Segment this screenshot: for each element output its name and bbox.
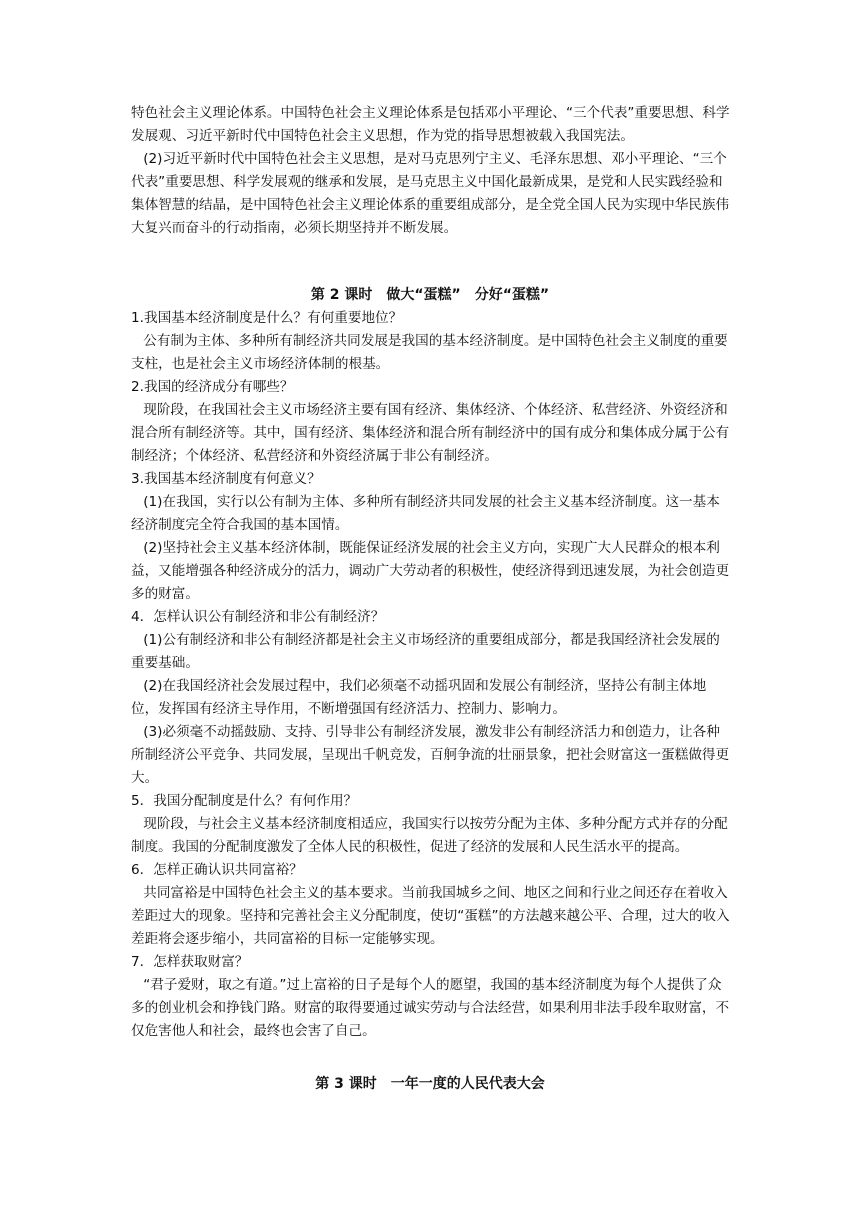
answer-3-2: (2)坚持社会主义基本经济体制，既能保证经济发展的社会主义方向，实现广大人民群众的根本利益，又能增强各种经济成分的活力，调动广大劳动者的积极性，使经济得到迅速发展，为社会创造更多的财富。 [131, 540, 730, 602]
question-2: 2.我国的经济成分有哪些？ [131, 379, 294, 395]
question-7: 7．怎样获取财富？ [131, 954, 249, 970]
answer-4-3: (3)必须毫不动摇鼓励、支持、引导非公有制经济发展，激发非公有制经济活力和创造力，让各种所制经济公平竞争、共同发展，呈现出千帆竞发，百舸争流的壮丽景象，把社会财富这一蛋糕做得更大。 [131, 724, 730, 786]
answer-1: 公有制为主体、多种所有制经济共同发展是我国的基本经济制度。是中国特色社会主义制度的重要支柱，也是社会主义市场经济体制的根基。 [131, 333, 728, 372]
top-section [131, 102, 731, 240]
lesson-2-title: 第 2 课时 做大“蛋糕” 分好“蛋糕” [310, 287, 550, 303]
answer-4-1: (1)公有制经济和非公有制经济都是社会主义市场经济的重要组成部分，都是我国经济社会发展的重要基础。 [131, 632, 720, 671]
answer-5: 现阶段，与社会主义基本经济制度相适应，我国实行以按劳分配为主体、多种分配方式并存的分配制度。我国的分配制度激发了全体人民的积极性，促进了经济的发展和人民生活水平的提高。 [131, 816, 728, 855]
answer-2: 现阶段，在我国社会主义市场经济主要有国有经济、集体经济、个体经济、私营经济、外资经济和混合所有制经济等。其中，国有经济、集体经济和混合所有制经济中的国有成分和集体成分属于公有制经济；个体经济、私营经济和外资经济属于非公有制经济。 [131, 402, 730, 464]
paragraph: 特色社会主义理论体系。中国特色社会主义理论体系是包括邓小平理论、“三个代表”重要思想、科学发展观、习近平新时代中国特色社会主义思想，作为党的指导思想被载入我国宪法。 [131, 105, 730, 144]
paragraph: (2)习近平新时代中国特色社会主义思想，是对马克思列宁主义、毛泽东思想、邓小平理论、“三个代表”重要思想、科学发展观的继承和发展，是马克思主义中国化最新成果，是党和人民实践经验和集体智慧的结晶，是中国特色社会主义理论体系的重要组成部分，是全党全国人民为实现中华民族伟大复兴而奋斗的行动指南，必须长期坚持并不断发展。 [131, 151, 730, 236]
lesson-3-title: 第 3 课时 一年一度的人民代表大会 [315, 1076, 545, 1092]
question-5: 5．我国分配制度是什么？有何作用？ [131, 793, 358, 809]
question-4: 4．怎样认识公有制经济和非公有制经济？ [131, 609, 385, 625]
answer-7: “君子爱财，取之有道。”过上富裕的日子是每个人的愿望，我国的基本经济制度为每个人提供了众多的创业机会和挣钱门路。财富的取得要通过诚实劳动与合法经营，如果利用非法手段牟取财富，不仅危害他人和社会，最终也会害了自己。 [131, 977, 730, 1039]
question-1: 1.我国基本经济制度是什么？有何重要地位？ [131, 310, 403, 326]
answer-6: 共同富裕是中国特色社会主义的基本要求。当前我国城乡之间、地区之间和行业之间还存在着收入差距过大的现象。坚持和完善社会主义分配制度，使切“蛋糕”的方法越来越公平、合理，过大的收入差距将会逐步缩小，共同富裕的目标一定能够实现。 [131, 885, 730, 947]
question-6: 6．怎样正确认识共同富裕？ [131, 862, 303, 878]
answer-4-2: (2)在我国经济社会发展过程中，我们必须毫不动摇巩固和发展公有制经济，坚持公有制主体地位，发挥国有经济主导作用，不断增强国有经济活力、控制力、影响力。 [131, 678, 707, 717]
lesson-2-body [131, 307, 731, 1043]
question-3: 3.我国基本经济制度有何意义？ [131, 471, 321, 487]
answer-3-1: (1)在我国，实行以公有制为主体、多种所有制经济共同发展的社会主义基本经济制度。这一基本经济制度完全符合我国的基本国情。 [131, 494, 720, 533]
